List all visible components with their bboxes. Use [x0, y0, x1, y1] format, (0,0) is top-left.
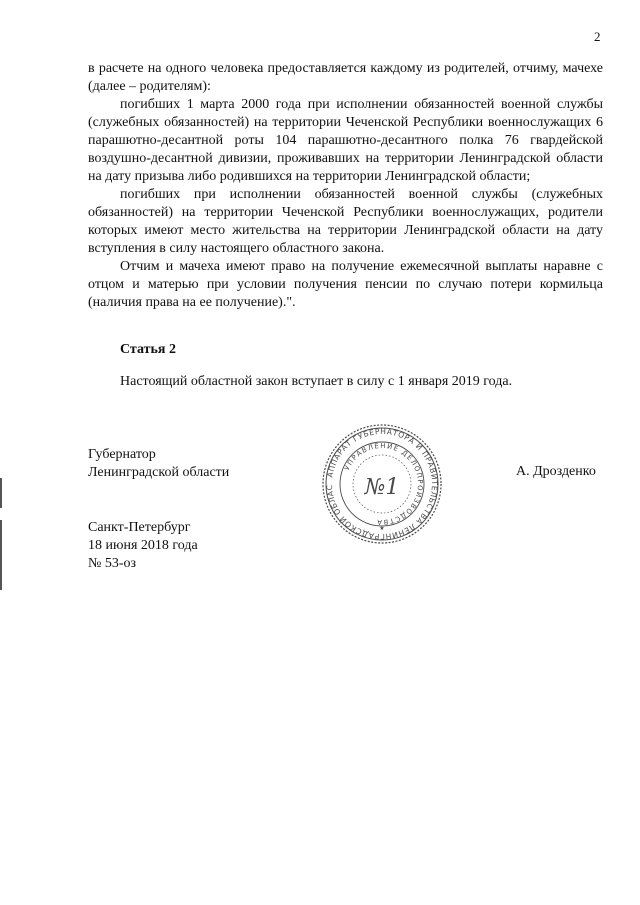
city: Санкт-Петербург	[88, 520, 191, 535]
seal-icon	[320, 422, 444, 546]
article-text: Настоящий областной закон вступает в силу с 1 января 2019 года.	[120, 374, 513, 389]
paragraph-continuation: в расчете на одного человека предоставляется каждому из родителей, отчиму, мачехе (далее – родителям):	[88, 61, 603, 94]
place-date-block	[88, 519, 198, 573]
scan-margin-mark	[0, 520, 2, 590]
law-number: № 53-оз	[88, 556, 137, 571]
paragraph-fallen-chechnya: погибших при исполнении обязанностей военной службы (служебных обязанностей) на территории Чеченской Республики военнослужащих, родители которых имеют место жительства на территории Ленинградской области на дату вступления в силу настоящего областного закона.	[88, 187, 603, 256]
document-body	[88, 60, 603, 312]
signer-region: Ленинградской области	[88, 465, 230, 480]
svg-text:АППАРАТ ГУБЕРНАТОРА И ПРАВИТЕЛ: АППАРАТ ГУБЕРНАТОРА И ПРАВИТЕЛЬСТВА ЛЕНИНГРАДСКОЙ ОБЛАС	[324, 426, 440, 542]
article-heading: Статья 2	[120, 342, 176, 357]
paragraph-fallen-6th-company: погибших 1 марта 2000 года при исполнении обязанностей военной службы (служебных обязанностей) на территории Чеченской Республики военнослужащих 6 парашютно-десантной роты 104 парашютно-десантного полка 76 гвардейской воздушно-десантной дивизии, проживавших на территории Ленинградской области на дату призыва либо родившихся на территории Ленинградской области;	[88, 97, 603, 184]
paragraph-stepparents: Отчим и мачеха имеют право на получение ежемесячной выплаты наравне с отцом и матерью при условии получения пенсии по случаю потери кормильца (наличия права на ее получение).".	[88, 259, 603, 310]
scan-margin-mark	[0, 478, 2, 508]
page-number: 2	[594, 29, 601, 44]
signer-position: Губернатор	[88, 447, 156, 462]
svg-text:УПРАВЛЕНИЕ ДЕЛОПРОИЗВОДСТВА: УПРАВЛЕНИЕ ДЕЛОПРОИЗВОДСТВА	[343, 441, 425, 527]
law-date: 18 июня 2018 года	[88, 538, 198, 553]
signer-name: А. Дрозденко	[516, 464, 596, 479]
svg-text:★: ★	[379, 525, 385, 532]
svg-text:№1: №1	[364, 475, 400, 500]
official-seal	[320, 422, 444, 546]
signer-title	[88, 446, 229, 482]
